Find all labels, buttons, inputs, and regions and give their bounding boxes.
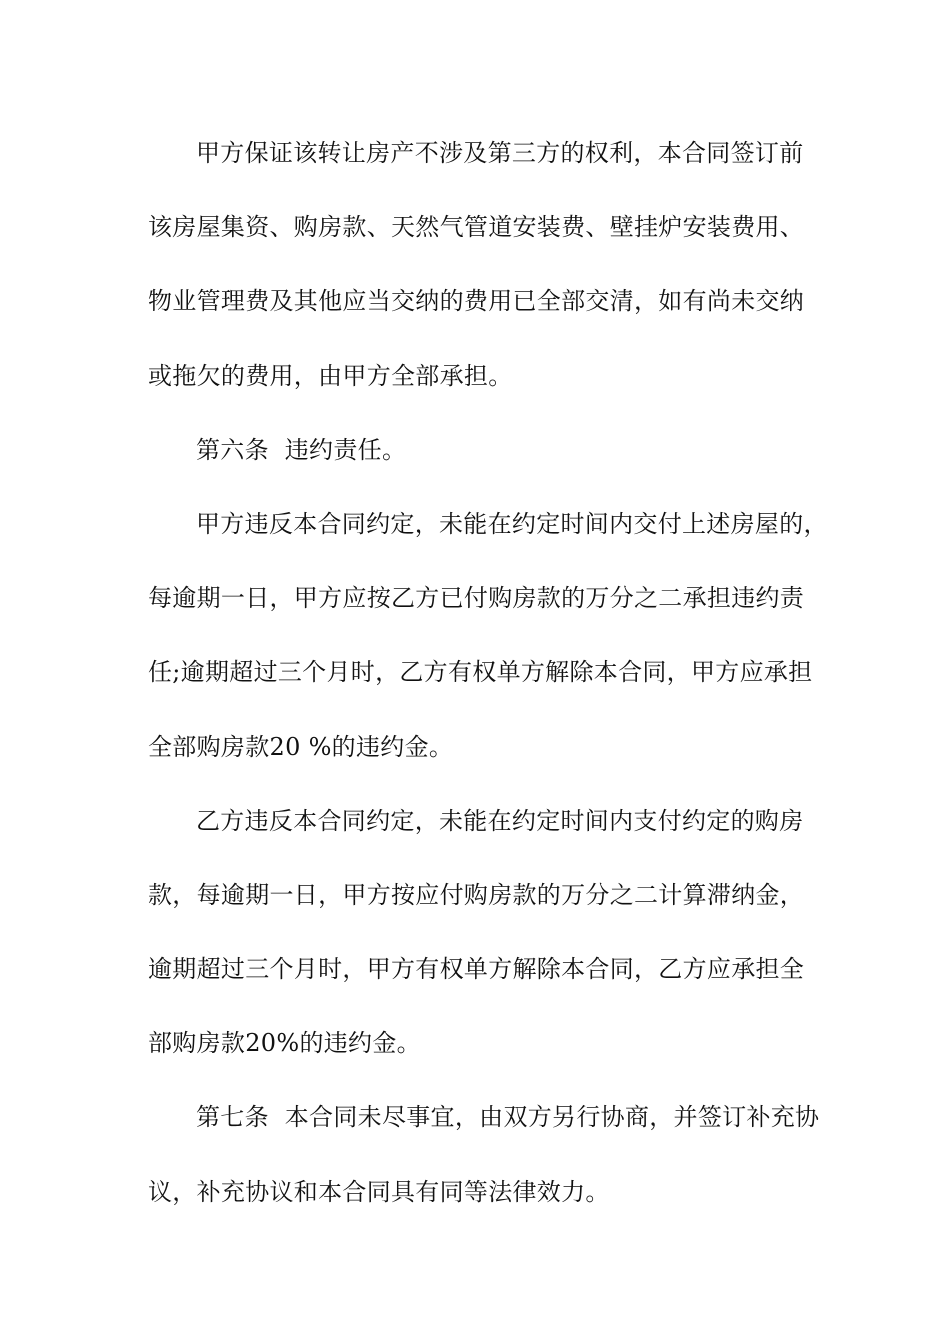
paragraph-line: 任;逾期超过三个月时，乙方有权单方解除本合同，甲方应承担: [148, 658, 813, 687]
paragraph-line: 款，每逾期一日，甲方按应付购房款的万分之二计算滞纳金，: [148, 880, 805, 909]
paragraph-line: 全部购房款20 %的违约金。: [148, 732, 454, 761]
paragraph-line: 部购房款20%的违约金。: [148, 1029, 421, 1058]
paragraph-line: 议，补充协议和本合同具有同等法律效力。: [148, 1177, 610, 1206]
paragraph-line: 每逾期一日，甲方应按乙方已付购房款的万分之二承担违约责: [148, 584, 805, 613]
article-heading-7: 第七条 本合同未尽事宜，由双方另行协商，并签订补充协: [196, 1103, 820, 1132]
document-body: [148, 128, 828, 1241]
paragraph-line: 逾期超过三个月时，甲方有权单方解除本合同，乙方应承担全: [148, 955, 805, 984]
paragraph-line: 物业管理费及其他应当交纳的费用已全部交清，如有尚未交纳: [148, 287, 805, 316]
paragraph-line: 乙方违反本合同约定，未能在约定时间内支付约定的购房: [196, 806, 804, 835]
paragraph-line: 该房屋集资、购房款、天然气管道安装费、壁挂炉安装费用、: [148, 213, 805, 242]
article-heading-6: 第六条 违约责任。: [196, 435, 407, 464]
paragraph-line: 或拖欠的费用，由甲方全部承担。: [148, 361, 513, 390]
paragraph-line: 甲方违反本合同约定，未能在约定时间内交付上述房屋的，: [196, 509, 828, 538]
paragraph-line: 甲方保证该转让房产不涉及第三方的权利，本合同签订前: [196, 139, 804, 167]
